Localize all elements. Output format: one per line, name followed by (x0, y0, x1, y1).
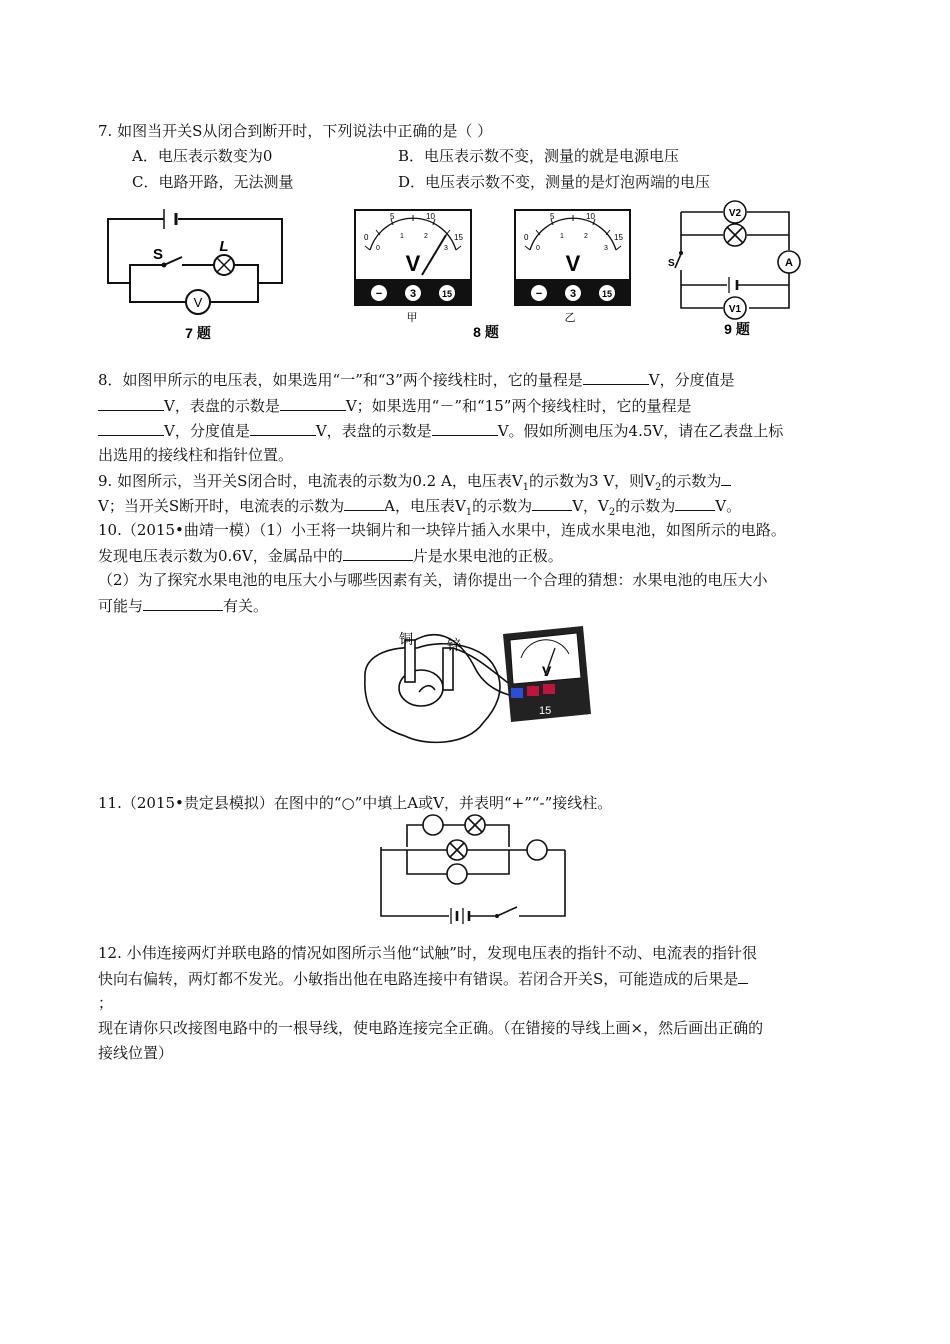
q7-option-d: D．电压表示数不变，测量的是灯泡两端的电压 (398, 173, 711, 191)
q8-text: V，表盘的示数是 (164, 397, 280, 415)
q10-line-1: 10.（2015•曲靖一模）（1）小王将一块铜片和一块锌片插入水果中，连成水果电池，如图所示的电路。 (98, 521, 786, 539)
q12-blank-consequence[interactable] (738, 968, 748, 984)
q9-text: V，V (572, 497, 609, 515)
q9-text: A，电压表V (384, 497, 466, 515)
meter-jia-terminal-neg: − (375, 288, 383, 300)
meter-yi (515, 210, 630, 306)
q10-text: 片是水果电池的正极。 (412, 547, 563, 565)
meter-yi-tick-10: 10 (586, 212, 595, 221)
q10-copper-label: 铜 (399, 631, 413, 647)
q9-switch-label: S (668, 258, 675, 269)
meter-yi-terminal-neg: − (535, 288, 543, 300)
meter-yi-terminal-3: 3 (569, 288, 577, 300)
q9-blank-v1-open[interactable] (532, 495, 572, 511)
q10-line-4 (98, 595, 268, 616)
q7-circuit-figure (100, 205, 290, 345)
meter-jia (355, 210, 471, 306)
meter-jia-tick-b1: 1 (400, 233, 404, 240)
q12-line-5: 接线位置） (98, 1044, 174, 1062)
q7-voltmeter-symbol: V (193, 295, 203, 310)
q12-line-1: 12. 小伟连接两灯并联电路的情况如图所示当他“试触”时，发现电压表的指针不动、电流表的指针很 (98, 944, 757, 962)
meter-jia-tick-b0: 0 (376, 245, 380, 252)
q9-blank-v2-open[interactable] (675, 495, 715, 511)
q10-meter-symbol: V (542, 663, 552, 679)
q10-terminal-15: 15 (539, 705, 552, 717)
q9-text: 的示数为3 V，则V (529, 472, 656, 490)
meter-jia-tick-10: 10 (426, 212, 435, 221)
q7-lamp-label: L (219, 238, 229, 255)
q8-line-2 (98, 395, 691, 416)
meter-jia-terminal-15: 15 (441, 289, 453, 299)
q8-line-3 (98, 420, 783, 441)
q9-line-2 (98, 495, 741, 523)
q8-blank-reading-15[interactable] (432, 420, 498, 436)
q8-text: V；如果选用“－”和“15”两个接线柱时，它的量程是 (345, 397, 692, 415)
q11-circuit-figure (375, 810, 575, 930)
q9-v2-label: V2 (728, 208, 742, 219)
q9-sub: 2 (655, 482, 662, 493)
meter-yi-tick-b2: 2 (584, 233, 588, 240)
q9-text: 的示数为 (661, 472, 722, 490)
meter-yi-tick-b1: 1 (560, 233, 564, 240)
q10-blank-positive[interactable] (343, 545, 413, 561)
meter-jia-tick-15: 15 (454, 233, 463, 242)
q9-caption: 9 题 (724, 321, 750, 337)
q9-text: 的示数为 (472, 497, 533, 515)
q9-v1-label: V1 (728, 304, 742, 315)
q8-text: V，分度值是 (164, 422, 250, 440)
label-jia: 甲 (406, 312, 418, 324)
q7-caption: 7 题 (185, 325, 211, 341)
q8-blank-range-15[interactable] (98, 420, 164, 436)
q12-line-4: 现在请你只改接图电路中的一根导线，使电路连接完全正确。（在错接的导线上画×，然后画出正确的 (98, 1019, 764, 1037)
q12-line-3: ； (98, 994, 114, 1012)
meter-yi-tick-b3: 3 (604, 245, 608, 252)
q8-text: 8．如图甲所示的电压表，如果选用“一”和“3”两个接线柱时，它的量程是 (98, 371, 583, 389)
meter-yi-tick-15: 15 (614, 233, 623, 242)
q9-text: V。 (715, 497, 742, 515)
q8-text: V，表盘的示数是 (315, 422, 432, 440)
q8-blank-division-3[interactable] (98, 395, 164, 411)
q9-ammeter-label: A (785, 257, 793, 269)
meter-jia-symbol: V (405, 251, 421, 276)
meter-jia-tick-5: 5 (390, 212, 395, 221)
q9-text: V；当开关S断开时，电流表的示数为 (98, 497, 345, 515)
q8-text: V。假如所测电压为4.5V，请在乙表盘上标 (497, 422, 784, 440)
meter-jia-tick-b2: 2 (424, 233, 428, 240)
q7-option-a: A．电压表示数变为0 (132, 147, 273, 165)
meter-yi-symbol: V (565, 251, 581, 276)
q8-line-1 (98, 369, 735, 390)
q7-switch-label: S (152, 246, 164, 263)
q9-line-1 (98, 470, 731, 498)
meter-yi-tick-0: 0 (524, 233, 529, 242)
q8-meters-figure (350, 205, 640, 345)
q10-text: 有关。 (223, 597, 269, 615)
q10-text: 可能与 (98, 597, 144, 615)
q10-line-2 (98, 545, 563, 566)
q7-option-c: C．电路开路，无法测量 (132, 173, 294, 191)
meter-jia-tick-b3: 3 (444, 245, 448, 252)
q9-sub: 2 (608, 507, 616, 518)
meter-jia-tick-0: 0 (364, 233, 369, 242)
meter-yi-tick-b0: 0 (536, 245, 540, 252)
q8-text: V，分度值是 (648, 371, 735, 389)
q9-blank-current-open[interactable] (344, 495, 384, 511)
q12-line-2 (98, 968, 748, 989)
q8-line-4: 出选用的接线柱和指针位置。 (98, 446, 294, 464)
q9-text: 9. 如图所示，当开关S闭合时，电流表的示数为0.2 A，电压表V (98, 472, 523, 490)
q9-text: 的示数为 (615, 497, 676, 515)
q9-sub: 1 (465, 507, 473, 518)
q9-blank-v2-closed[interactable] (721, 470, 731, 486)
label-yi: 乙 (564, 312, 576, 324)
q10-text: 发现电压表示数为0.6V，金属品中的 (98, 547, 343, 565)
q10-zinc-label: 锌 (447, 637, 461, 653)
q8-blank-reading-3[interactable] (280, 395, 346, 411)
q10-blank-guess[interactable] (143, 595, 223, 611)
q7-option-b: B．电压表示数不变，测量的就是电源电压 (398, 147, 680, 165)
meter-yi-tick-5: 5 (550, 212, 555, 221)
q7-stem: 7. 如图当开关S从闭合到断开时，下列说法中正确的是（ ） (98, 122, 493, 140)
meter-yi-terminal-15: 15 (601, 289, 613, 299)
q8-blank-division-15[interactable] (250, 420, 316, 436)
q8-blank-range-3[interactable] (583, 369, 649, 385)
q11-line-1: 11.（2015•贵定县模拟）在图中的“○”中填上A或V，并表明“+”“-”接线柱。 (98, 794, 613, 812)
q9-sub: 1 (522, 482, 530, 493)
q10-line-3: （2）为了探究水果电池的电压大小与哪些因素有关，请你提出一个合理的猜想：水果电池的电压大小 (98, 571, 768, 589)
q8-caption: 8 题 (473, 324, 499, 340)
q9-circuit-figure (665, 200, 810, 345)
q10-voltmeter (503, 626, 591, 722)
q10-fruit-battery-figure (355, 618, 595, 758)
meter-jia-terminal-3: 3 (409, 288, 417, 300)
q12-text: 快向右偏转，两灯都不发光。小敏指出他在电路连接中有错误。若闭合开关S，可能造成的后果是 (98, 970, 739, 988)
